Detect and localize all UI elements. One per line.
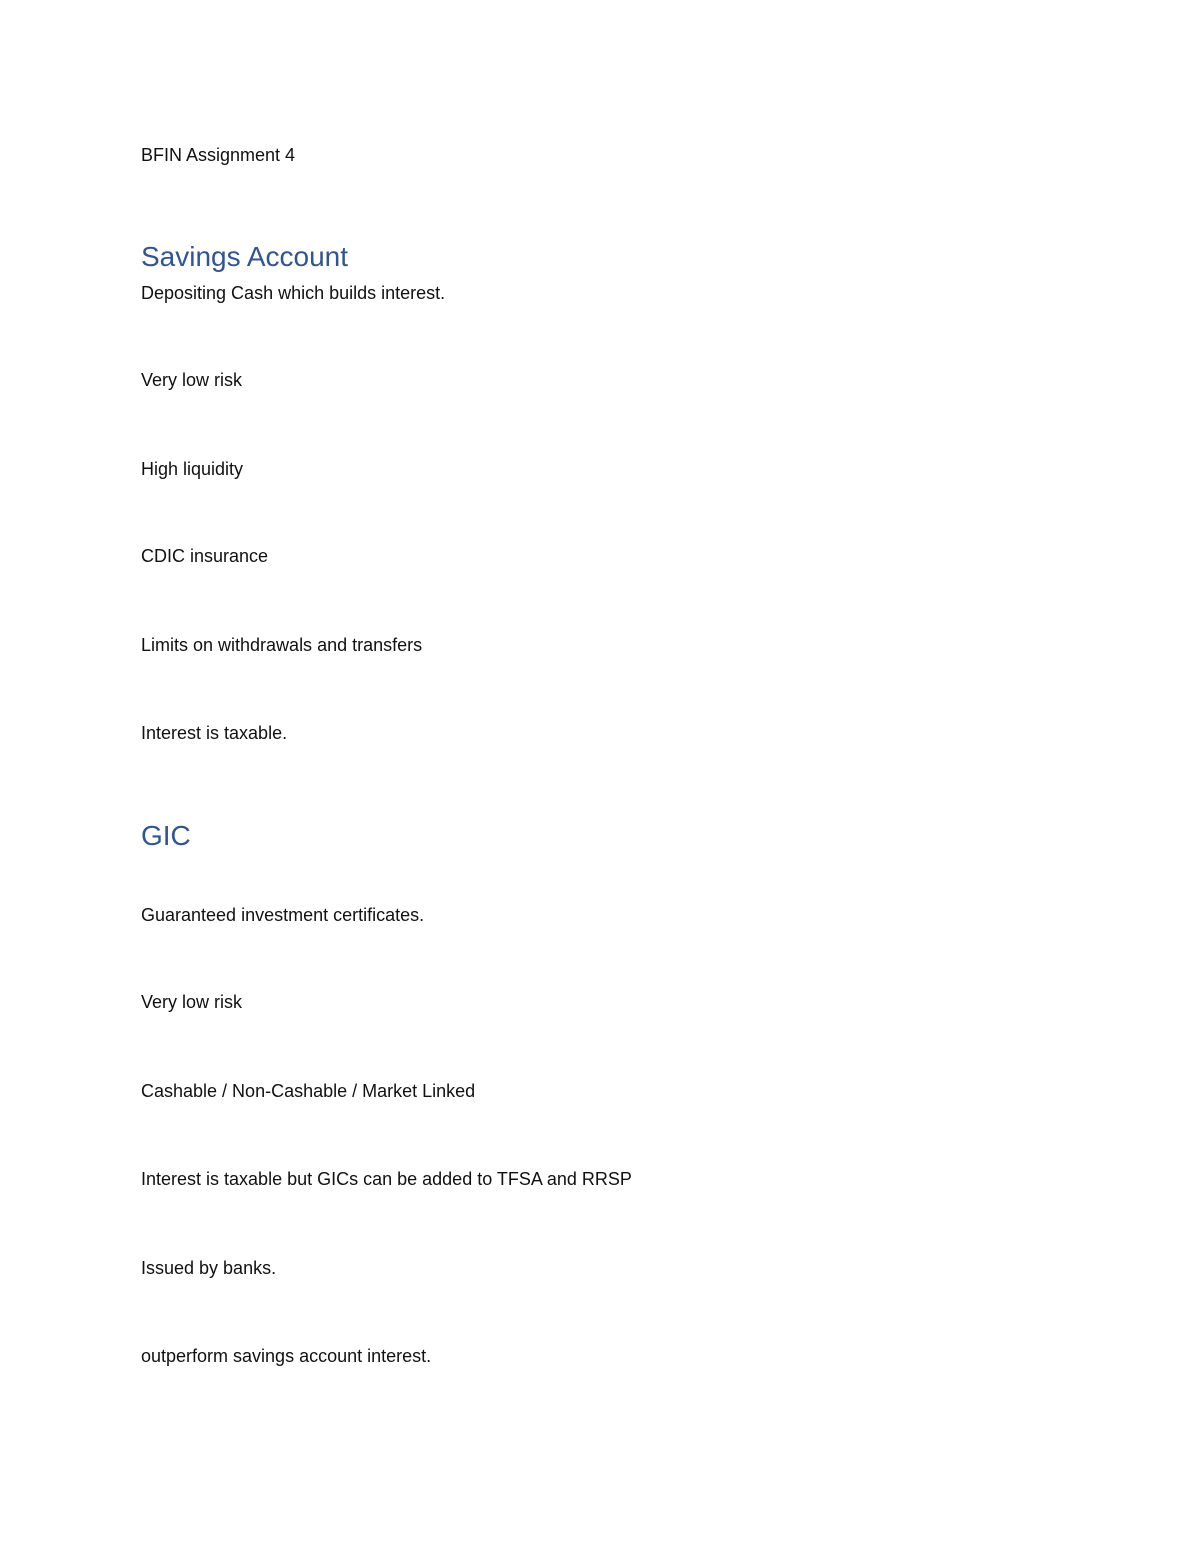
savings-item-4: CDIC insurance bbox=[141, 546, 269, 566]
gic-item-6: outperform savings account interest. bbox=[141, 1346, 432, 1366]
gic-item-1: Guaranteed investment certificates. bbox=[141, 905, 425, 925]
savings-item-5: Limits on withdrawals and transfers bbox=[141, 635, 423, 655]
savings-item-1: Depositing Cash which builds interest. bbox=[141, 283, 446, 303]
gic-item-4: Interest is taxable but GICs can be added to TFSA and RRSP bbox=[141, 1169, 632, 1189]
section-heading-gic: GIC bbox=[141, 820, 191, 851]
savings-item-6: Interest is taxable. bbox=[141, 723, 288, 743]
section-heading-savings-account: Savings Account bbox=[141, 241, 349, 272]
document-title: BFIN Assignment 4 bbox=[141, 145, 296, 165]
gic-item-2: Very low risk bbox=[141, 992, 243, 1012]
gic-item-5: Issued by banks. bbox=[141, 1258, 277, 1278]
savings-item-2: Very low risk bbox=[141, 370, 243, 390]
savings-item-3: High liquidity bbox=[141, 459, 244, 479]
gic-item-3: Cashable / Non-Cashable / Market Linked bbox=[141, 1081, 476, 1101]
